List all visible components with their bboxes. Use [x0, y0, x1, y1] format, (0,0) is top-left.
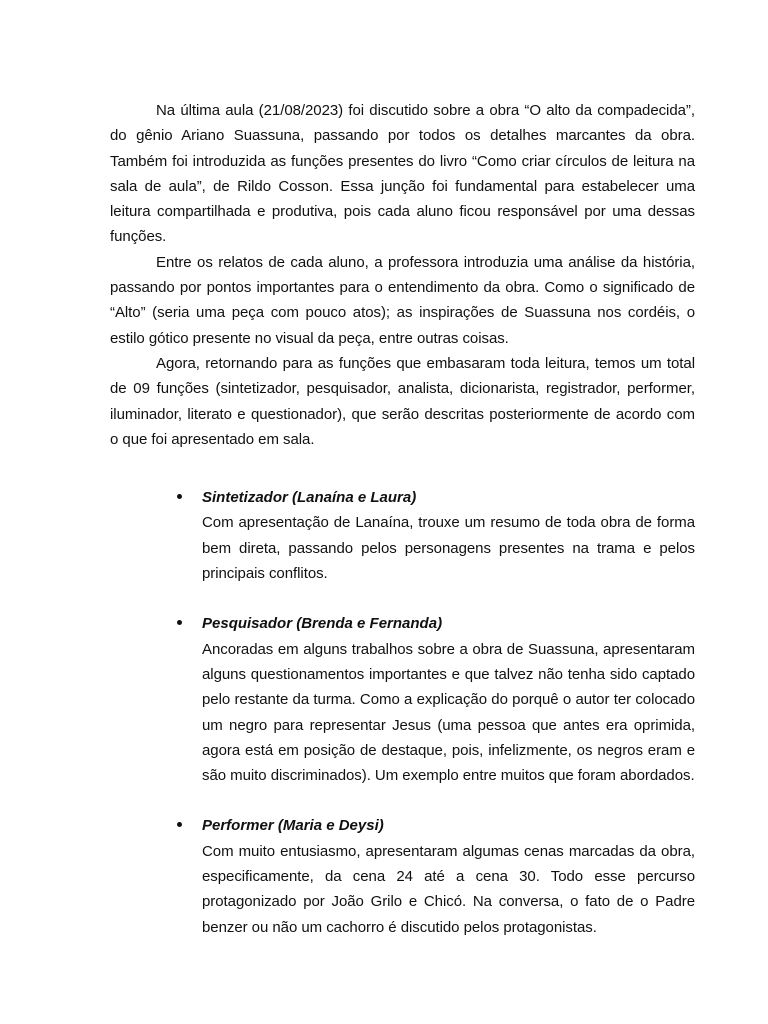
- bullet-icon: [177, 822, 182, 827]
- functions-list: [110, 485, 695, 940]
- function-title: Performer (Maria e Deysi): [202, 817, 384, 835]
- list-item-performer: [110, 813, 695, 939]
- function-description: Com apresentação de Lanaína, trouxe um resumo de toda obra de forma bem direta, passando pelos personagens presentes na trama e pelos principais conflitos.: [202, 514, 695, 583]
- paragraph-analysis: Entre os relatos de cada aluno, a professora introduzia uma análise da história, passando por pontos importantes para o entendimento da obra. Como o significado de “Alto” (seria uma peça com pouco atos); as inspirações de Suassuna nos cordéis, o estilo gótico presente no visual da peça, entre outras coisas.: [110, 253, 695, 347]
- bullet-icon: [177, 494, 182, 499]
- function-description: Ancoradas em alguns trabalhos sobre a obra de Suassuna, apresentaram alguns questionamentos importantes e que talvez não tenha sido captado pelo restante da turma. Como a explicação do porquê o autor ter colocado um negro para representar Jesus (uma pessoa que antes era oprimida, agora está em posição de destaque, pois, infelizmente, os negros eram e são muito discriminados). Um exemplo entre muitos que foram abordados.: [202, 640, 695, 785]
- list-item-pesquisador: [110, 611, 695, 788]
- function-description: Com muito entusiasmo, apresentaram algumas cenas marcadas da obra, especificamente, da cena 24 até a cena 30. Todo esse percurso protagonizado por João Grilo e Chicó. Na conversa, o fato de o Padre benzer ou não um cachorro é discutido pelos protagonistas.: [202, 842, 695, 936]
- list-item-sintetizador: [110, 485, 695, 586]
- paragraph-functions-overview: Agora, retornando para as funções que embasaram toda leitura, temos um total de 09 funções (sintetizador, pesquisador, analista, dicionarista, registrador, performer, iluminador, literato e questionador), que serão descritas posteriormente de acordo com o que foi apresentado em sala.: [110, 354, 695, 448]
- paragraph-intro: Na última aula (21/08/2023) foi discutido sobre a obra “O alto da compadecida”, do gênio Ariano Suassuna, passando por todos os detalhes marcantes da obra. Também foi introduzida as funções presentes do livro “Como criar círculos de leitura na sala de aula”, de Rildo Cosson. Essa junção foi fundamental para estabelecer uma leitura compartilhada e produtiva, pois cada aluno ficou responsável por uma dessas funções.: [110, 102, 695, 246]
- function-title: Sintetizador (Lanaína e Laura): [202, 489, 417, 507]
- function-title: Pesquisador (Brenda e Fernanda): [202, 615, 443, 633]
- bullet-icon: [177, 620, 182, 625]
- document-page: [110, 98, 695, 965]
